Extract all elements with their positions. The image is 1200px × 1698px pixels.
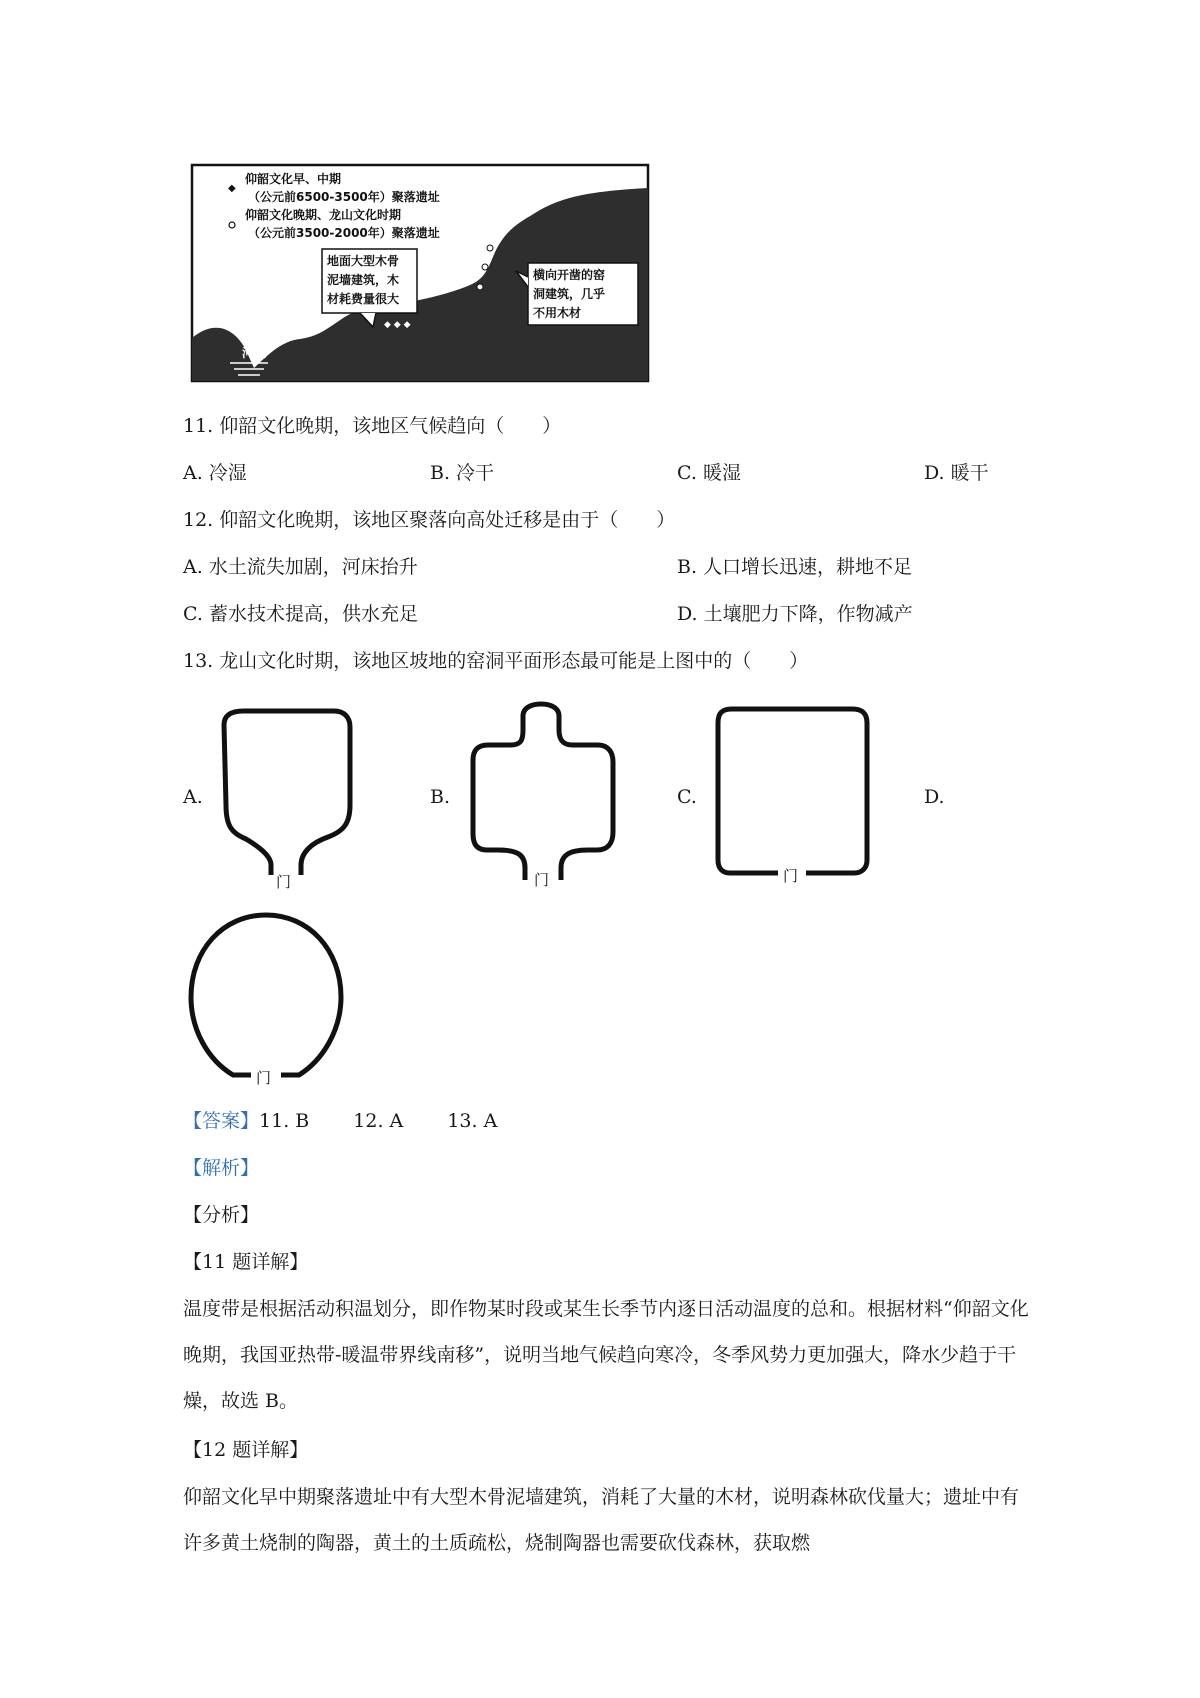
q13-shape-d xyxy=(183,905,348,1090)
detail-12-heading: 【12 题详解】 xyxy=(183,1439,309,1461)
door-label-d: 门 xyxy=(256,1069,272,1087)
q12-option-c[interactable]: C. 蓄水技术提高，供水充足 xyxy=(183,603,418,625)
legend-early-date: （公元前6500-3500年）聚落遗址 xyxy=(248,190,440,204)
callout-right-line1: 横向开凿的窑 xyxy=(533,268,606,282)
callout-right-line3: 不用木材 xyxy=(533,306,582,320)
callout-left-line3: 材耗费量很大 xyxy=(327,292,400,306)
q13-shape-c xyxy=(710,703,875,888)
callout-right-line2: 洞建筑，几乎 xyxy=(533,287,606,301)
q13-option-c[interactable]: C. xyxy=(677,786,697,808)
q12-option-a[interactable]: A. 水土流失加剧，河床抬升 xyxy=(183,556,418,578)
q11-option-b[interactable]: B. 冷干 xyxy=(430,462,495,484)
q13-option-b[interactable]: B. xyxy=(430,786,451,808)
section-fenxi: 【分析】 xyxy=(183,1204,260,1226)
callout-left-line1: 地面大型木骨 xyxy=(327,254,400,268)
q12-option-b[interactable]: B. 人口增长迅速，耕地不足 xyxy=(677,556,913,578)
answer-row xyxy=(183,1108,497,1134)
answer-12: 12. A xyxy=(353,1110,404,1132)
q11-option-a[interactable]: A. 冷湿 xyxy=(183,462,247,484)
answer-13: 13. A xyxy=(447,1110,498,1132)
callout-right xyxy=(516,263,638,325)
legend-late-date: （公元前3500-2000年）聚落遗址 xyxy=(248,226,440,240)
question-12-stem: 12. 仰韶文化晚期，该地区聚落向高处迁移是由于（ ） xyxy=(183,509,676,531)
door-label-c: 门 xyxy=(783,867,799,885)
answer-label: 【答案】 xyxy=(183,1110,260,1132)
q13-shape-a xyxy=(216,705,356,890)
question-11-stem: 11. 仰韶文化晚期，该地区气候趋向（ ） xyxy=(183,415,562,437)
legend-early: 仰韶文化早、中期 xyxy=(245,172,342,186)
analysis-label: 【解析】 xyxy=(183,1157,260,1179)
q12-option-d[interactable]: D. 土壤肥力下降，作物减产 xyxy=(677,603,913,625)
answer-11: 11. B xyxy=(259,1110,310,1132)
door-label-a: 门 xyxy=(276,873,292,890)
callout-left-line2: 泥墙建筑，木 xyxy=(327,273,400,287)
q13-option-a[interactable]: A. xyxy=(183,786,203,808)
q11-option-d[interactable]: D. 暖干 xyxy=(924,462,989,484)
early-site-markers: ◆ ◆ ◆ xyxy=(384,320,411,330)
legend-late-marker xyxy=(229,222,235,228)
q13-shape-b xyxy=(463,700,623,890)
question-13-stem: 13. 龙山文化时期，该地区坡地的窑洞平面形态最可能是上图中的（ ） xyxy=(183,650,809,672)
q13-option-d[interactable]: D. xyxy=(924,786,945,808)
door-label-b: 门 xyxy=(534,871,550,889)
detail-11-heading: 【11 题详解】 xyxy=(183,1251,309,1273)
legend-late: 仰韶文化晚期、龙山文化时期 xyxy=(245,208,402,222)
detail-12-text: 仰韶文化早中期聚落遗址中有大型木骨泥墙建筑，消耗了大量的木材，说明森林砍伐量大；遗址中有许多黄土烧制的陶器，黄土的土质疏松，烧制陶器也需要砍伐森林，获取燃 xyxy=(183,1486,1020,1554)
river-label: 河流 xyxy=(242,346,267,360)
detail-11-text: 温度带是根据活动积温划分，即作物某时段或某生长季节内逐日活动温度的总和。根据材料“仰韶文化晚期，我国亚热带-暖温带界线南移”，说明当地气候趋向寒冷，冬季风势力更加强大，降水少趋于干燥，故选 B。 xyxy=(183,1298,1029,1412)
settlement-terrain-figure xyxy=(190,163,652,385)
legend-early-marker: ◆ xyxy=(228,183,236,194)
q11-option-c[interactable]: C. 暖湿 xyxy=(677,462,741,484)
